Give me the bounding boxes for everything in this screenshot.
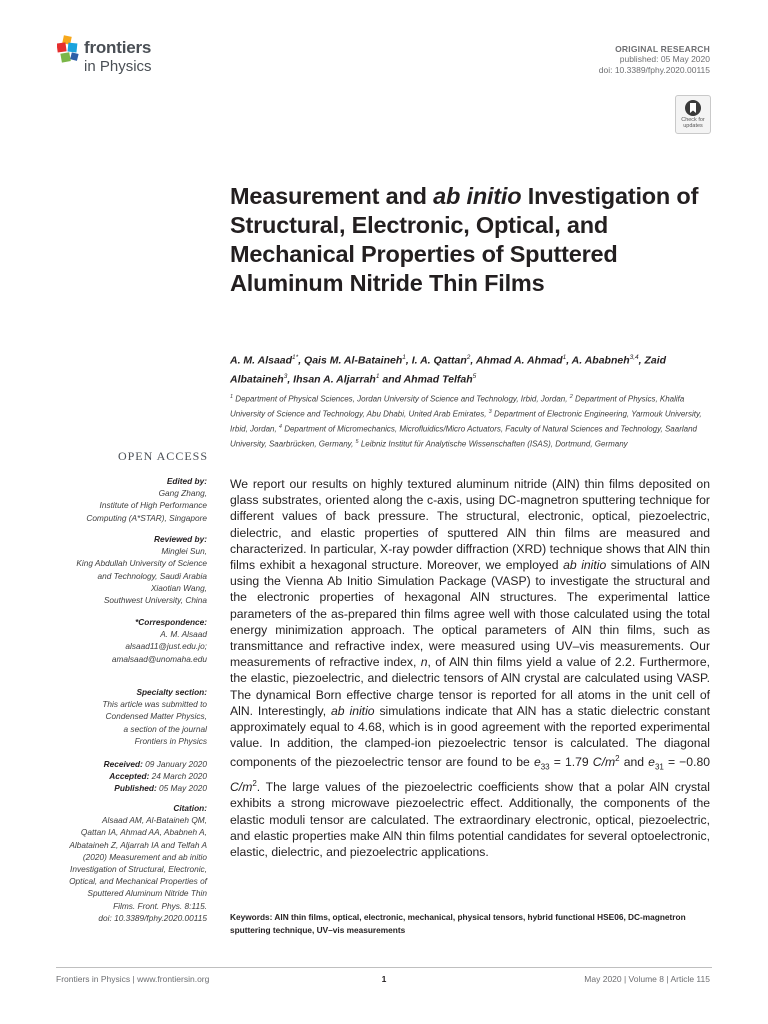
- author-affiliation-marker: 2: [466, 354, 471, 361]
- correspondence-email[interactable]: alsaad11@just.edu.jo;: [125, 641, 207, 652]
- math-exponent: 2: [615, 754, 620, 764]
- received-value: 09 January 2020: [142, 759, 207, 769]
- correspondence-block: [56, 616, 207, 665]
- affiliation-text: Department of Micromechanics, Microfluidics/Micro Actuators, Faculty of Natural Sciences and Technology, Saarland University, Saarbrücken, Germany,: [230, 424, 697, 449]
- citation-line: (2020) Measurement and ab initio: [82, 851, 207, 862]
- affiliation-text: Department of Physics, Khalifa University of Science and Technology, Abu Dhabi, United Arab Emirates,: [230, 394, 685, 419]
- edited-by-line: Institute of High Performance: [99, 500, 207, 511]
- correspondence-line: A. M. Alsaad: [160, 629, 207, 640]
- author-affiliation-marker: 1*: [292, 354, 299, 361]
- math-exponent: 2: [252, 779, 257, 789]
- specialty-line: a section of the journal: [123, 723, 207, 734]
- affiliation-text: Leibniz Institut für Analytische Wissenschaften (ISAS), Dortmund, Germany: [358, 439, 628, 449]
- title-part2: Investigation of Structural, Electronic, Optical, and Mechanical Properties of Sputtered Aluminum Nitride Thin Films: [230, 183, 699, 296]
- author-separator: ,: [566, 354, 572, 367]
- citation-line: Optical, and Mechanical Properties of: [69, 876, 207, 887]
- author-separator: ,: [287, 373, 294, 385]
- reviewed-by-line: Xiaotian Wang,: [150, 582, 207, 593]
- title-italic: ab initio: [433, 183, 522, 209]
- citation-block: [56, 802, 207, 924]
- published-date: published: 05 May 2020: [619, 54, 710, 64]
- keywords-text: AlN thin films, optical, electronic, mechanical, physical tensors, hybrid functional HSE06, DC-magnetron sputtering technique, UV–vis measurements: [230, 912, 686, 935]
- affiliation-marker: 1: [230, 394, 234, 400]
- citation-line: Investigation of Structural, Electronic,: [70, 864, 207, 875]
- published-label: Published:: [114, 783, 157, 794]
- math-subscript: 33: [540, 762, 550, 772]
- journal-logo: [57, 34, 177, 78]
- article-type: ORIGINAL RESEARCH: [615, 44, 710, 54]
- check-updates-line1: Check for: [681, 117, 705, 123]
- abstract-segment: We report our results on highly textured aluminum nitride (AlN) thin films deposited on glass substrates, oriented along the c-axis, using DC-magnetron sputtering technique for different values of back pressure. The structural, electronic, optical, piezoelectric, dielectric, and elastic properties of sputtered AlN thin films are measured and characterized. In particular, X-ray powder diffraction (XRD) technique shows that AlN thin films exhibit a hexagonal structure. Moreover, we employed: [230, 477, 710, 573]
- author-name[interactable]: Qais M. Al-Bataineh: [304, 354, 403, 367]
- math-unit: C/m: [592, 755, 616, 770]
- author-name[interactable]: Ahmad Telfah: [403, 373, 473, 385]
- affiliations: [230, 391, 710, 450]
- edited-by-line: Computing (A*STAR), Singapore: [86, 512, 207, 523]
- math-symbol: e: [533, 755, 541, 770]
- citation-line: Qattan IA, Ahmad AA, Ababneh A,: [80, 827, 207, 838]
- reviewed-by-line: Southwest University, China: [103, 595, 207, 606]
- edited-by-block: [56, 475, 207, 524]
- abstract-italic: ab initio: [563, 558, 607, 573]
- specialty-line: Frontiers in Physics: [134, 735, 207, 746]
- author-separator: ,: [298, 354, 305, 367]
- author-affiliation-marker: 3,4: [629, 354, 639, 361]
- author-separator: ,: [405, 354, 412, 367]
- abstract-italic: n: [420, 655, 428, 670]
- author-affiliation-marker: 1: [562, 354, 567, 361]
- abstract-segment: simulations of AlN using the Vienna Ab Initio Simulation Package (VASP) to investigate the structural and the electronic properties of hexagonal AlN structures. The experimental lattice parameters of the as-prepared thin films agree well with those calculated using the total energy minimization approach. The optical parameters of AlN thin films, such as transmittance and refractive index, were measured using UV–vis measurements. Our measurements of refractive index,: [230, 558, 710, 670]
- dates-block: [56, 758, 207, 795]
- open-access-label: OPEN ACCESS: [117, 449, 208, 463]
- reviewed-by-line: and Technology, Saudi Arabia: [97, 570, 207, 581]
- affiliation-text: Department of Electronic Engineering, Yarmouk University, Irbid, Jordan,: [230, 409, 702, 434]
- logo-text-frontiers: frontiers: [84, 38, 152, 57]
- published-value: 05 May 2020: [156, 783, 207, 794]
- article-header: [470, 44, 710, 76]
- specialty-line: This article was submitted to: [102, 699, 207, 710]
- author-affiliation-marker: 1: [375, 372, 380, 380]
- author-name[interactable]: Ahmad A. Ahmad: [475, 354, 563, 367]
- citation-line: Albataineh Z, Aljarrah IA and Telfah A: [69, 839, 207, 850]
- author-separator: and: [379, 373, 404, 385]
- author-list: [230, 350, 710, 387]
- footer-issue-info: May 2020 | Volume 8 | Article 115: [584, 974, 710, 984]
- author-name[interactable]: I. A. Qattan: [411, 354, 467, 367]
- frontiers-logo-icon: [57, 34, 83, 68]
- author-affiliation-marker: 3: [283, 372, 288, 380]
- author-affiliation-marker: 5: [472, 372, 477, 380]
- citation-line: Films. Front. Phys. 8:115.: [113, 900, 207, 911]
- affiliation-marker: 4: [278, 423, 282, 430]
- author-separator: ,: [470, 354, 476, 367]
- citation-line: Alsaad AM, Al-Bataineh QM,: [102, 815, 207, 826]
- abstract-text: [230, 476, 710, 860]
- math-value: = 1.79: [549, 755, 593, 770]
- author-separator: ,: [638, 354, 645, 367]
- citation-heading: Citation:: [173, 803, 207, 813]
- title-part1: Measurement and: [230, 183, 434, 209]
- abstract-segment: and: [619, 755, 649, 770]
- keywords-label: Keywords:: [230, 912, 275, 922]
- accepted-value: 24 March 2020: [149, 771, 207, 782]
- edited-by-line: Gang Zhang,: [158, 488, 207, 499]
- specialty-heading: Specialty section:: [136, 687, 207, 697]
- logo-text-journal: in Physics: [84, 58, 152, 75]
- article-doi[interactable]: doi: 10.3389/fphy.2020.00115: [598, 65, 710, 75]
- affiliation-text: Department of Physical Sciences, Jordan University of Science and Technology, Irbid, Jordan,: [233, 394, 570, 404]
- page-number: 1: [381, 974, 387, 984]
- specialty-section-block: [56, 686, 207, 747]
- footer-journal-link[interactable]: Frontiers in Physics | www.frontiersin.org: [56, 974, 210, 984]
- author-name[interactable]: A. Ababneh: [571, 354, 630, 367]
- footer-divider: [56, 967, 712, 968]
- received-label: Received:: [103, 759, 143, 769]
- reviewed-by-heading: Reviewed by:: [153, 534, 207, 544]
- abstract-segment: simulations indicate that AlN has a static dielectric constant approximately equal to 4.68, which is in good agreement with the reported experimental value. In addition, the clamped-ion piezoelectric tensor is calculated. The diagonal components of the piezoelectric tensor are found to be: [230, 703, 710, 770]
- abstract-italic: ab initio: [331, 703, 375, 718]
- math-unit: C/m: [230, 780, 253, 795]
- accepted-label: Accepted:: [109, 771, 150, 782]
- author-name[interactable]: A. M. Alsaad: [230, 354, 293, 367]
- check-updates-line2: updates: [683, 123, 703, 129]
- affiliation-marker: 5: [355, 438, 359, 445]
- reviewed-by-line: Minglei Sun,: [161, 546, 207, 557]
- edited-by-heading: Edited by:: [166, 476, 207, 486]
- check-updates-icon: [684, 99, 702, 117]
- article-title: [230, 182, 710, 298]
- author-affiliation-marker: 1: [402, 354, 406, 361]
- reviewed-by-block: [56, 533, 207, 606]
- citation-doi[interactable]: doi: 10.3389/fphy.2020.00115: [98, 912, 207, 923]
- correspondence-email[interactable]: amalsaad@unomaha.edu: [111, 653, 207, 664]
- accepted-date: [56, 770, 207, 782]
- check-for-updates-badge[interactable]: [675, 95, 711, 134]
- abstract-segment: , of AlN thin films yield a value of 2.2. Furthermore, the elastic, piezoelectric, and dielectric tensors of AlN crystal are calculated using VASP. The dynamical Born effective charge tensor is reported for all atoms in the unit cell of AlN. Interestingly,: [230, 655, 710, 718]
- specialty-line: Condensed Matter Physics,: [105, 711, 207, 722]
- author-name[interactable]: Ihsan A. Aljarrah: [293, 373, 376, 385]
- reviewed-by-line: King Abdullah University of Science: [76, 558, 207, 569]
- math-value: = −0.80: [663, 755, 711, 770]
- keywords: [230, 911, 710, 936]
- correspondence-heading: *Correspondence:: [135, 617, 207, 627]
- citation-line: Sputtered Aluminum Nitride Thin: [87, 888, 207, 899]
- math-symbol: e: [648, 755, 655, 770]
- affiliation-marker: 2: [569, 394, 573, 400]
- published-date-side: [56, 782, 207, 794]
- math-subscript: 31: [654, 762, 664, 772]
- author-name[interactable]: Zaid Albataineh: [230, 354, 667, 385]
- abstract-segment: . The large values of the piezoelectric coefficients show that a polar AlN crystal exhibits a strong microwave piezoelectric effect. Additionally, the components of the elastic moduli tensor are calculated. The extraordinary electronic, optical, piezoelectric, and elastic properties make AlN thin films potential candidates for several optoelectronic, elastic, dielectric, and piezoelectric applications.: [230, 780, 710, 860]
- received-date: [56, 758, 207, 770]
- affiliation-marker: 3: [488, 408, 492, 415]
